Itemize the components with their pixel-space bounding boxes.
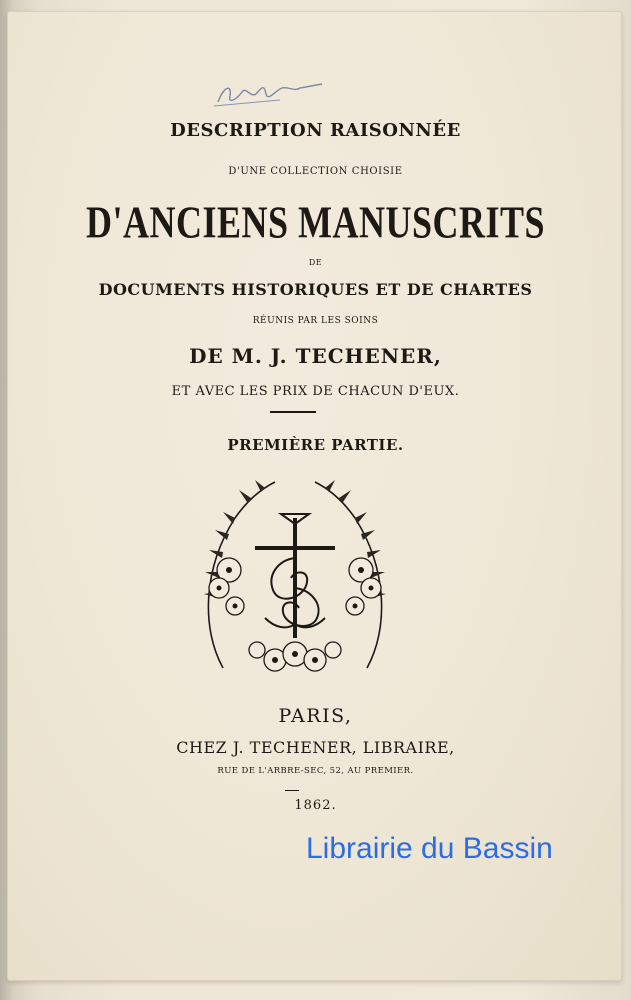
title-line-reunis: RÉUNIS PAR LES SOINS: [252, 316, 379, 326]
prices-line: ET AVEC LES PRIX DE CHACUN D'EUX.: [171, 384, 460, 399]
main-title: D'ANCIENS MANUSCRITS: [85, 197, 546, 248]
title-line-1: DESCRIPTION RAISONNÉE: [170, 120, 461, 141]
author-line: DE M. J. TECHENER,: [189, 344, 442, 368]
handwritten-signature: [210, 76, 330, 112]
watermark: Librairie du Bassin: [306, 832, 553, 865]
imprint-address: RUE DE L'ARBRE-SEC, 52, AU PREMIER.: [217, 766, 414, 776]
signature-scribble: [210, 76, 330, 112]
monogram-wreath-icon: [195, 478, 395, 688]
imprint-city: PARIS,: [278, 705, 353, 727]
title-line-de: DE: [308, 258, 323, 267]
imprint-year: 1862.: [294, 798, 337, 813]
title-line-2: D'UNE COLLECTION CHOISIE: [228, 166, 403, 177]
part-line: PREMIÈRE PARTIE.: [227, 436, 404, 454]
title-line-documents: DOCUMENTS HISTORIQUES ET DE CHARTES: [98, 280, 533, 299]
imprint-publisher: CHEZ J. TECHENER, LIBRAIRE,: [176, 738, 455, 757]
imprint-rule: [285, 790, 299, 791]
divider-rule: [270, 411, 316, 413]
